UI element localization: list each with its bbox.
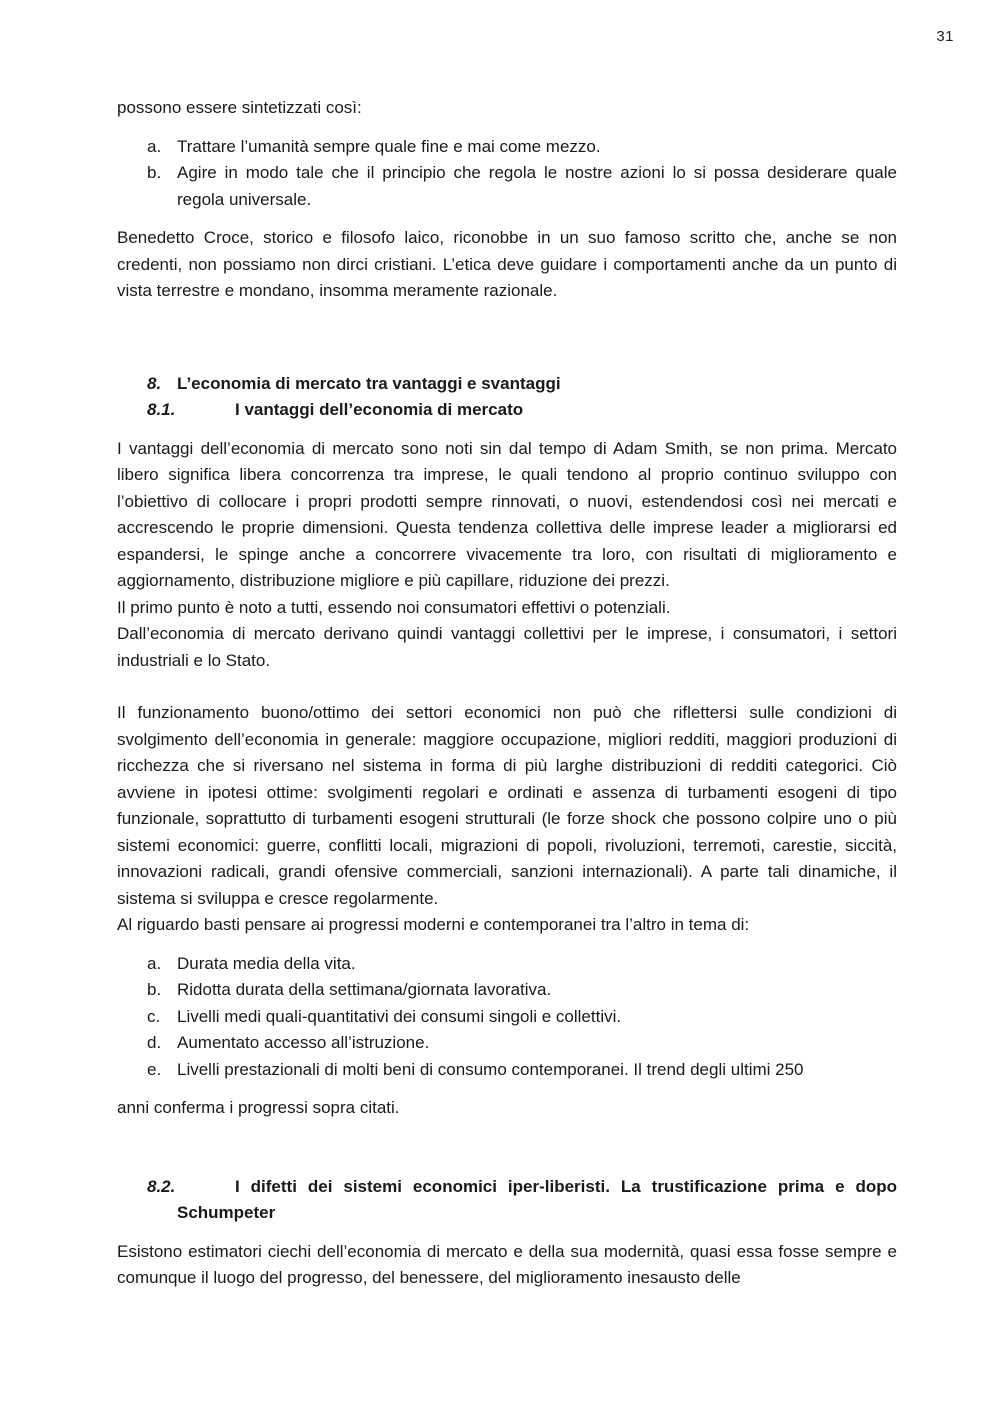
list-item-text: Ridotta durata della settimana/giornata lavorativa. [177,980,552,999]
section-number: 8. [147,373,162,393]
paragraph: Al riguardo basti pensare ai progressi moderni e contemporanei tra l’altro in tema di: [117,915,750,934]
progress-list [117,951,897,1084]
paragraph: Il funzionamento buono/ottimo dei settori economici non può che riflettersi sulle condizioni di svolgimento dell’economia in generale: maggiore occupazione, migliori redditi, maggiori produzioni di ricchezza che si riversano nel sistema in forma di più larghe distribuzioni di redditi categorici. Ciò avviene in ipotesi ottime: svolgimenti regolari e ordinati e assenza di turbamenti esogeni di tipo funzionale, soprattutto di turbamenti esogeni strutturali (le forze shock che possono colpire uno o più sistemi economici: guerre, conflitti locali, migrazioni di popoli, rivoluzioni, terremoti, carestie, siccità, innovazioni radicali, grandi ofensive commerciali, sanzioni internazionali). A parte tali dinamiche, il sistema si sviluppa e cresce regolarmente. [117,703,897,908]
list-marker: d. [147,1033,162,1052]
list-item-text: Livelli prestazionali di molti beni di consumo contemporanei. Il trend degli ultimi 250 [177,1059,804,1079]
section-title: I vantaggi dell’economia di mercato [235,400,524,419]
section-8-1-heading [117,397,897,424]
croce-paragraph: Benedetto Croce, storico e filosofo laico, riconobbe in un suo famoso scritto che, anche se non credenti, non possiamo non dirci cristiani. L’etica deve guidare i comportamenti anche da un punto di vista terrestre e mondano, insomma meramente razionale. [117,228,897,300]
list-marker: a. [147,136,162,156]
list-item-text: Durata media della vita. [177,953,356,973]
list-item [117,1004,897,1031]
list-item [117,951,897,978]
list-item-text: Agire in modo tale che il principio che regola le nostre azioni lo si possa desiderare quale regola universale. [177,163,897,209]
list-marker: c. [147,1006,161,1026]
paragraph: I vantaggi dell’economia di mercato sono noti sin dal tempo di Adam Smith, se non prima. Mercato libero significa libera concorrenza tra imprese, le quali tendono al proprio continuo sviluppo con l’obiettivo di collocare i propri prodotti sempre rinnovati, o nuovi, estendendosi così nei mercati e accrescendo le proprie dimensioni. Questa tendenza collettiva delle imprese leader a migliorarsi ed espandersi, le spinge anche a concorrere vivacemente tra loro, con risultati di miglioramento e aggiornamento, distribuzione migliore e più capillare, riduzione dei prezzi. [117,438,897,590]
intro-lead: possono essere sintetizzati così: [117,98,362,117]
section-number: 8.1. [147,400,176,419]
paragraph: anni conferma i progressi sopra citati. [117,1098,400,1117]
section-number: 8.2. [147,1176,176,1196]
list-item [117,1057,897,1084]
list-item [117,134,897,161]
section-title: I difetti dei sistemi economici iper-liberisti. La trustificazione prima e dopo Schumpeter [177,1176,897,1222]
list-item [117,977,897,1004]
paragraph: Esistono estimatori ciechi dell’economia di mercato e della sua modernità, quasi essa fosse sempre e comunque il luogo del progresso, del benessere, del miglioramento inesausto delle [117,1241,897,1287]
list-item [117,160,897,213]
principles-list [117,134,897,214]
list-marker: e. [147,1059,162,1079]
paragraph: Dall’economia di mercato derivano quindi vantaggi collettivi per le imprese, i consumatori, i settori industriali e lo Stato. [117,624,897,670]
list-item-text: Livelli medi quali-quantitativi dei consumi singoli e collettivi. [177,1006,622,1026]
page-number: 31 [936,28,954,45]
section-title: L’economia di mercato tra vantaggi e svantaggi [177,373,561,393]
document-body [117,95,897,1292]
list-marker: a. [147,953,162,973]
section-8-heading [117,371,897,398]
list-item-text: Trattare l’umanità sempre quale fine e mai come mezzo. [177,136,601,156]
list-item-text: Aumentato accesso all’istruzione. [177,1033,430,1052]
section-8-2-heading [117,1174,897,1227]
list-marker: b. [147,980,162,999]
list-item [117,1030,897,1057]
paragraph: Il primo punto è noto a tutti, essendo noi consumatori effettivi o potenziali. [117,597,671,617]
list-marker: b. [147,163,162,182]
